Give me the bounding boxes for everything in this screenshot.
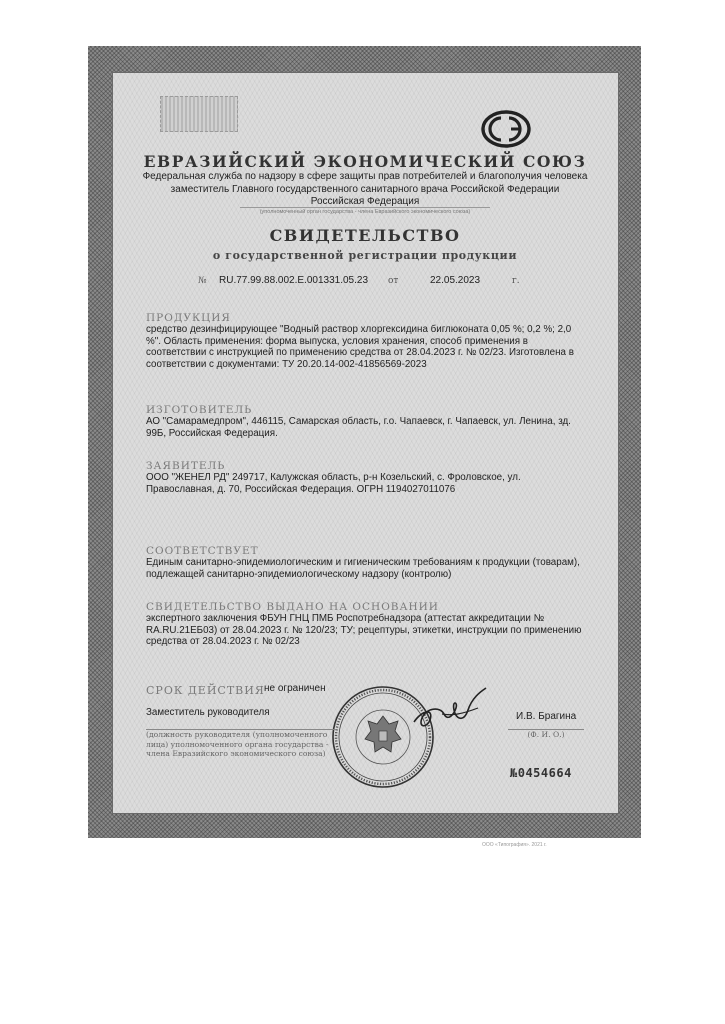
product-heading: ПРОДУКЦИЯ bbox=[146, 312, 231, 324]
signatory-position: Заместитель руководителя bbox=[146, 707, 270, 718]
printer-note: ООО «Типография». 2021 г. bbox=[482, 842, 547, 848]
serial-number: №0454664 bbox=[510, 766, 572, 780]
date-from-label: от bbox=[388, 276, 399, 286]
basis-heading: СВИДЕТЕЛЬСТВО ВЫДАНО НА ОСНОВАНИИ bbox=[146, 601, 439, 613]
issuing-authority: Федеральная служба по надзору в сфере защиты прав потребителей и благополучия человека заместитель Главного государственного санитарного врача Российской Федерации Российская Федерация bbox=[142, 171, 588, 207]
certificate-subtitle: о государственной регистрации продукции bbox=[212, 249, 518, 262]
union-title: ЕВРАЗИЙСКИЙ ЭКОНОМИЧЕСКИЙ СОЮЗ bbox=[143, 152, 587, 171]
emblem-placeholder bbox=[160, 96, 238, 132]
product-text: средство дезинфицирующее "Водный раствор хлоргексидина биглюконата 0,05 %; 0,2 %; 2,0 %". Область применения: форма выпуска, условия хранения, способ применения в соответствии с инструкцией по применению средства от 28.04.2023 г. № 02/23. Изготовлена в соответствии с документами: ТУ 20.20.14-002-41856569-2023 bbox=[146, 324, 574, 370]
applicant-heading: ЗАЯВИТЕЛЬ bbox=[146, 460, 226, 472]
position-caption: (должность руководителя (уполномоченного лица) уполномоченного органа государства - члена Евразийского экономического союза) bbox=[146, 729, 336, 759]
ce-mark-icon bbox=[480, 108, 532, 150]
registration-number: RU.77.99.88.002.E.001331.05.23 bbox=[219, 275, 369, 286]
manufacturer-text: АО "Самарамедпром", 446115, Самарская область, г.о. Чапаевск, г. Чапаевск, ул. Ленина, зд. 99Б, Российская Федерация. bbox=[146, 416, 571, 439]
handwritten-signature-icon bbox=[408, 684, 494, 736]
initials-caption: (Ф. И. О.) bbox=[508, 729, 584, 739]
validity-heading: СРОК ДЕЙСТВИЯ bbox=[146, 684, 265, 697]
validity-value: не ограничен bbox=[264, 683, 326, 694]
applicant-text: ООО "ЖЕНЕЛ РД" 249717, Калужская область, р-н Козельский, с. Фроловское, ул. Православная, д. 70, Российская Федерация. ОГРН 1194027011076 bbox=[146, 472, 521, 495]
registration-date: 22.05.2023 bbox=[430, 275, 481, 286]
authority-caption: (уполномоченный орган государства - члена Евразийского экономического союза) bbox=[240, 207, 490, 215]
year-label: г. bbox=[512, 276, 520, 286]
basis-text: экспертного заключения ФБУН ГНЦ ПМБ Роспотребнадзора (аттестат аккредитации № RA.RU.21ЕБ03) от 28.04.2023 г. № 120/23; ТУ; рецептуры, этикетки, инструкции по применению средства от 28.04.2023 г. № 02/23 bbox=[146, 613, 582, 648]
manufacturer-heading: ИЗГОТОВИТЕЛЬ bbox=[146, 404, 253, 416]
complies-heading: СООТВЕТСТВУЕТ bbox=[146, 545, 259, 557]
signatory-name: И.В. Брагина bbox=[516, 711, 577, 722]
number-label: № bbox=[198, 276, 207, 286]
certificate-title: СВИДЕТЕЛЬСТВО bbox=[269, 226, 461, 245]
complies-text: Единым санитарно-эпидемиологическим и гигиеническим требованиям к продукции (товарам), подлежащей санитарно-эпидемиологическому надзору (контролю) bbox=[146, 557, 580, 580]
